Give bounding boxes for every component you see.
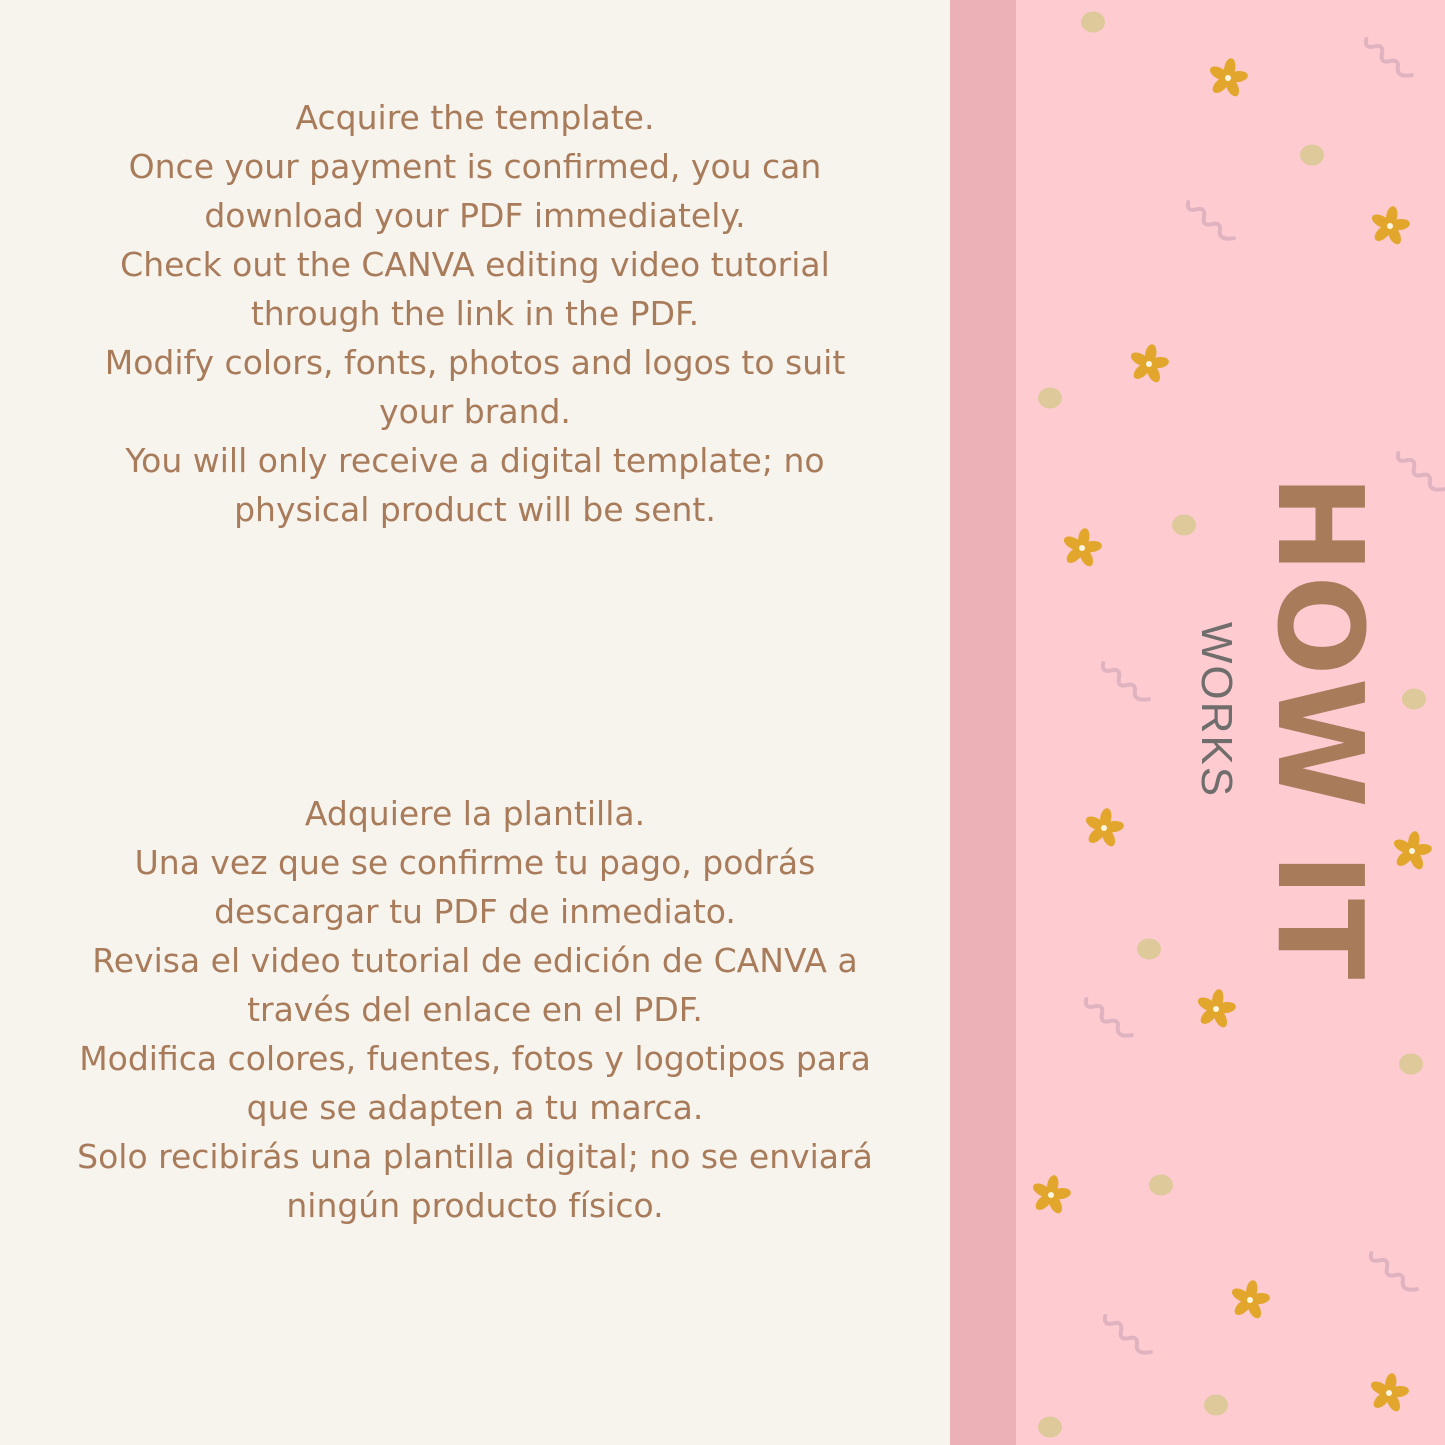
instruction-line: download your PDF immediately. xyxy=(204,196,746,235)
instruction-line: descargar tu PDF de inmediato. xyxy=(214,892,736,931)
instruction-line: Modify colors, fonts, photos and logos to suit xyxy=(104,343,846,382)
flower-icon xyxy=(1208,57,1249,98)
accent-stripe xyxy=(950,0,1016,1445)
instruction-line: Once your payment is confirmed, you can xyxy=(128,147,822,186)
instruction-line: Solo recibirás una plantilla digital; no se enviará xyxy=(77,1137,873,1176)
dot-icon xyxy=(1137,939,1161,960)
flower-icon xyxy=(1129,343,1170,384)
flower-icon xyxy=(1084,807,1125,848)
flower-icon xyxy=(1031,1174,1072,1215)
title-works: WORKS xyxy=(1192,621,1241,799)
instruction-line: Una vez que se confirme tu pago, podrás xyxy=(134,843,816,882)
instruction-line: You will only receive a digital template; no xyxy=(125,441,825,480)
instruction-line: que se adapten a tu marca. xyxy=(246,1088,704,1127)
instruction-line: ningún producto físico. xyxy=(286,1186,664,1225)
squiggle-icon xyxy=(1396,442,1444,501)
flower-icon xyxy=(1230,1279,1271,1320)
instruction-line: Adquiere la plantilla. xyxy=(304,794,646,833)
squiggle-icon xyxy=(1084,988,1132,1047)
dot-icon xyxy=(1300,145,1324,166)
dot-icon xyxy=(1402,689,1426,710)
instruction-line: physical product will be sent. xyxy=(234,490,716,529)
instruction-line: Modifica colores, fuentes, fotos y logotipos para xyxy=(79,1039,871,1078)
squiggle-icon xyxy=(1369,1242,1417,1301)
instruction-line: través del enlace en el PDF. xyxy=(247,990,703,1029)
instruction-line: Acquire the template. xyxy=(295,98,655,137)
flower-icon xyxy=(1062,527,1103,568)
dot-icon xyxy=(1081,12,1105,33)
dot-icon xyxy=(1172,515,1196,536)
instruction-line: Check out the CANVA editing video tutorial xyxy=(120,245,830,284)
dot-icon xyxy=(1204,1395,1228,1416)
instruction-line: your brand. xyxy=(379,392,571,431)
dot-icon xyxy=(1038,1417,1062,1438)
flower-icon xyxy=(1369,1372,1410,1413)
title-how-it: HOW IT xyxy=(1251,474,1389,982)
squiggle-icon xyxy=(1364,28,1412,87)
flower-icon xyxy=(1370,205,1411,246)
flower-icon xyxy=(1196,988,1237,1029)
dot-icon xyxy=(1038,388,1062,409)
dot-icon xyxy=(1149,1175,1173,1196)
dot-icon xyxy=(1399,1054,1423,1075)
instructions-english xyxy=(40,93,910,534)
instruction-line: through the link in the PDF. xyxy=(250,294,700,333)
flower-icon xyxy=(1392,830,1433,871)
instruction-line: Revisa el video tutorial de edición de CANVA a xyxy=(92,941,858,980)
squiggle-icon xyxy=(1103,1305,1151,1364)
squiggle-icon xyxy=(1101,652,1149,711)
instructions-spanish xyxy=(40,789,910,1230)
squiggle-icon xyxy=(1186,191,1234,250)
